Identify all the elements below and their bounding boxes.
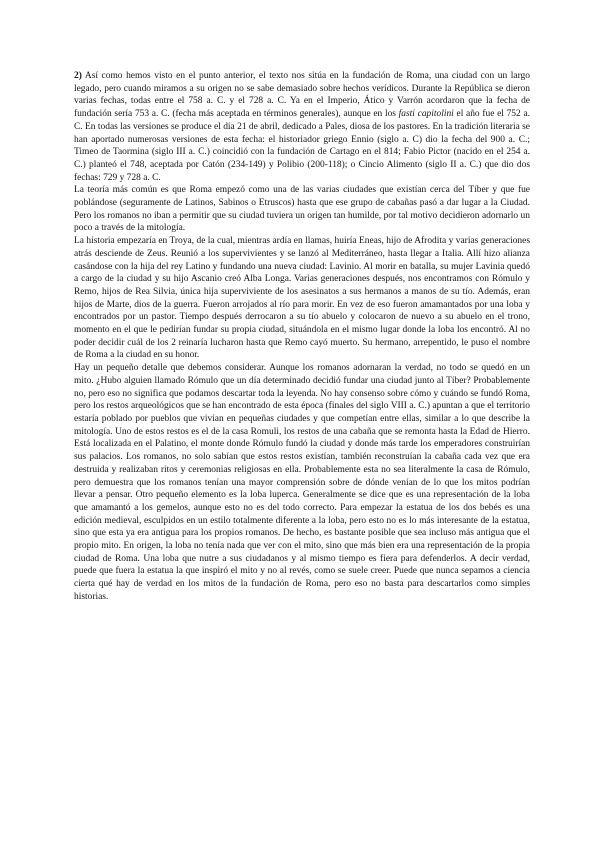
paragraph-archaeology: Hay un pequeño detalle que debemos considerar. Aunque los romanos adornaran la verdad, no todo se quedó en un mito. ¿Hubo alguien llamado Rómulo que un día determinado decidió fundar una ciudad junto al Tíber? Probablemente no, pero eso no significa que podamos descartar toda la leyenda. No hay consenso sobre cómo y cuándo se fundó Roma, pero los restos arqueológicos que se han encontrado de esta época (finales del siglo VIII a. C.) apuntan a que el territorio estaría poblado por pueblos que vivían en pequeñas ciudades y que competían entre ellas, similar a lo que describe la mitología. Uno de estos restos es el de la casa Romuli, los restos de una cabaña que se remonta hasta la Edad de Hierro. Está localizada en el Palatino, el monte donde Rómulo fundó la ciudad y donde más tarde los emperadores construirían sus palacios. Los romanos, no solo sabían que estos restos existían, también reconstruían la cabaña cada vez que era destruida y realizaban ritos y ceremonias religiosas en ella. Probablemente esta no sea literalmente la casa de Rómulo, pero demuestra que los romanos tenían una mayor comprensión sobre de dónde venían de lo que los mitos podrían llevar a pensar. Otro pequeño elemento es la loba luperca. Generalmente se dice que es una representación de la loba que amamantó a los gemelos, aunque esto no es del todo correcto. Para empezar la estatua de los dos bebés es una edición medieval, esculpidos en un estilo totalmente diferente a la loba, pero esto no es lo más interesante de la estatua, sino que esta ya era antigua para los propios romanos. De hecho, es bastante posible que sea incluso más antigua que el propio mito. En origen, la loba no tenía nada que ver con el mito, sino que más bien era una representación de la propia ciudad de Roma. Una loba que nutre a sus ciudadanos y al mismo tiempo es fiera para defenderlos. A decir verdad, puede que fuera la estatua la que inspiró el mito y no al revés, como se suele creer. Puede que nunca sepamos a ciencia cierta qué hay de verdad en los mitos de la fundación de Roma, pero eso no basta para descartarlos como simples historias.	[74, 363, 530, 602]
paragraph-dates-text-a: Así como hemos visto en el punto anterior, el texto nos sitúa en la fundación de Roma, una ciudad con un largo legado, pero cuando miramos a su origen no se sabe demasiado sobre hechos verídicos. Durante la República se dieron varias fechas, todas entre el 758 a. C. y el 728 a. C. Ya en el Imperio, Ático y Varrón acordaron que la fecha de fundación sería 753 a. C. (fecha más aceptada en términos generales), aunque en los	[74, 71, 530, 120]
fasti-capitolini-italic: fasti capitolini	[398, 109, 454, 120]
paragraph-dates	[74, 70, 530, 184]
item-number: 2)	[74, 71, 82, 81]
paragraph-dates-text-b: el año fue el 752 a. C. En todas las versiones se produce el día 21 de abril, dedicado a Pales, diosa de los pastores. En la tradición literaria se han aportado numerosas versiones de esta fecha: el historiador griego Ennio (siglo a. C) dio la fecha del 900 a. C.; Timeo de Taormina (siglo III a. C.) coincidió con la fundación de Cartago en el 814; Fabio Pictor (nacido en el 254 a. C.) planteó el 748, aceptada por Catón (234-149) y Polibio (200-118); o Cincio Alimento (siglo II a. C.) que dio dos fechas: 729 y 728 a. C.	[74, 109, 530, 183]
paragraph-theory: La teoría más común es que Roma empezó como una de las varias ciudades que existían cerca del Tíber y que fue poblándose (seguramente de Latinos, Sabinos o Etruscos) hasta que ese grupo de cabañas pasó a dar lugar a la Ciudad. Pero los romanos no iban a permitir que su ciudad tuviera un origen tan humilde, por tal motivo decidieron adornarlo un poco a través de la mitología.	[74, 185, 530, 234]
document-page	[74, 70, 530, 604]
paragraph-myth: La historia empezaría en Troya, de la cual, mientras ardía en llamas, huiría Eneas, hijo de Afrodita y varias generaciones atrás desciende de Zeus. Reunió a los supervivientes y se lanzó al Mediterráneo, hasta llegar a Italia. Allí hizo alianza casándose con la hija del rey Latino y fundando una nueva ciudad: Lavinio. Al morir en batalla, su mujer Lavinia quedó a cargo de la ciudad y su hijo Ascanio creó Alba Longa. Varias generaciones después, nos encontramos con Rómulo y Remo, hijos de Rea Silvia, única hija superviviente de los asesinatos a sus hermanos a manos de su tío. Además, eran hijos de Marte, dios de la guerra. Fueron arrojados al río para morir. En vez de eso fueron amamantados por una loba y encontrados por un pastor. Tiempo después derrocaron a su tío abuelo y colocaron de nuevo a su abuelo en el trono, momento en el que le pedirían fundar su propia ciudad, situándola en el mismo lugar donde la loba los encontró. Al no poder decidir cuál de los 2 reinaría lucharon hasta que Remo cayó muerto. Su hermano, arrepentido, le puso el nombre de Roma a la ciudad en su honor.	[74, 236, 530, 361]
